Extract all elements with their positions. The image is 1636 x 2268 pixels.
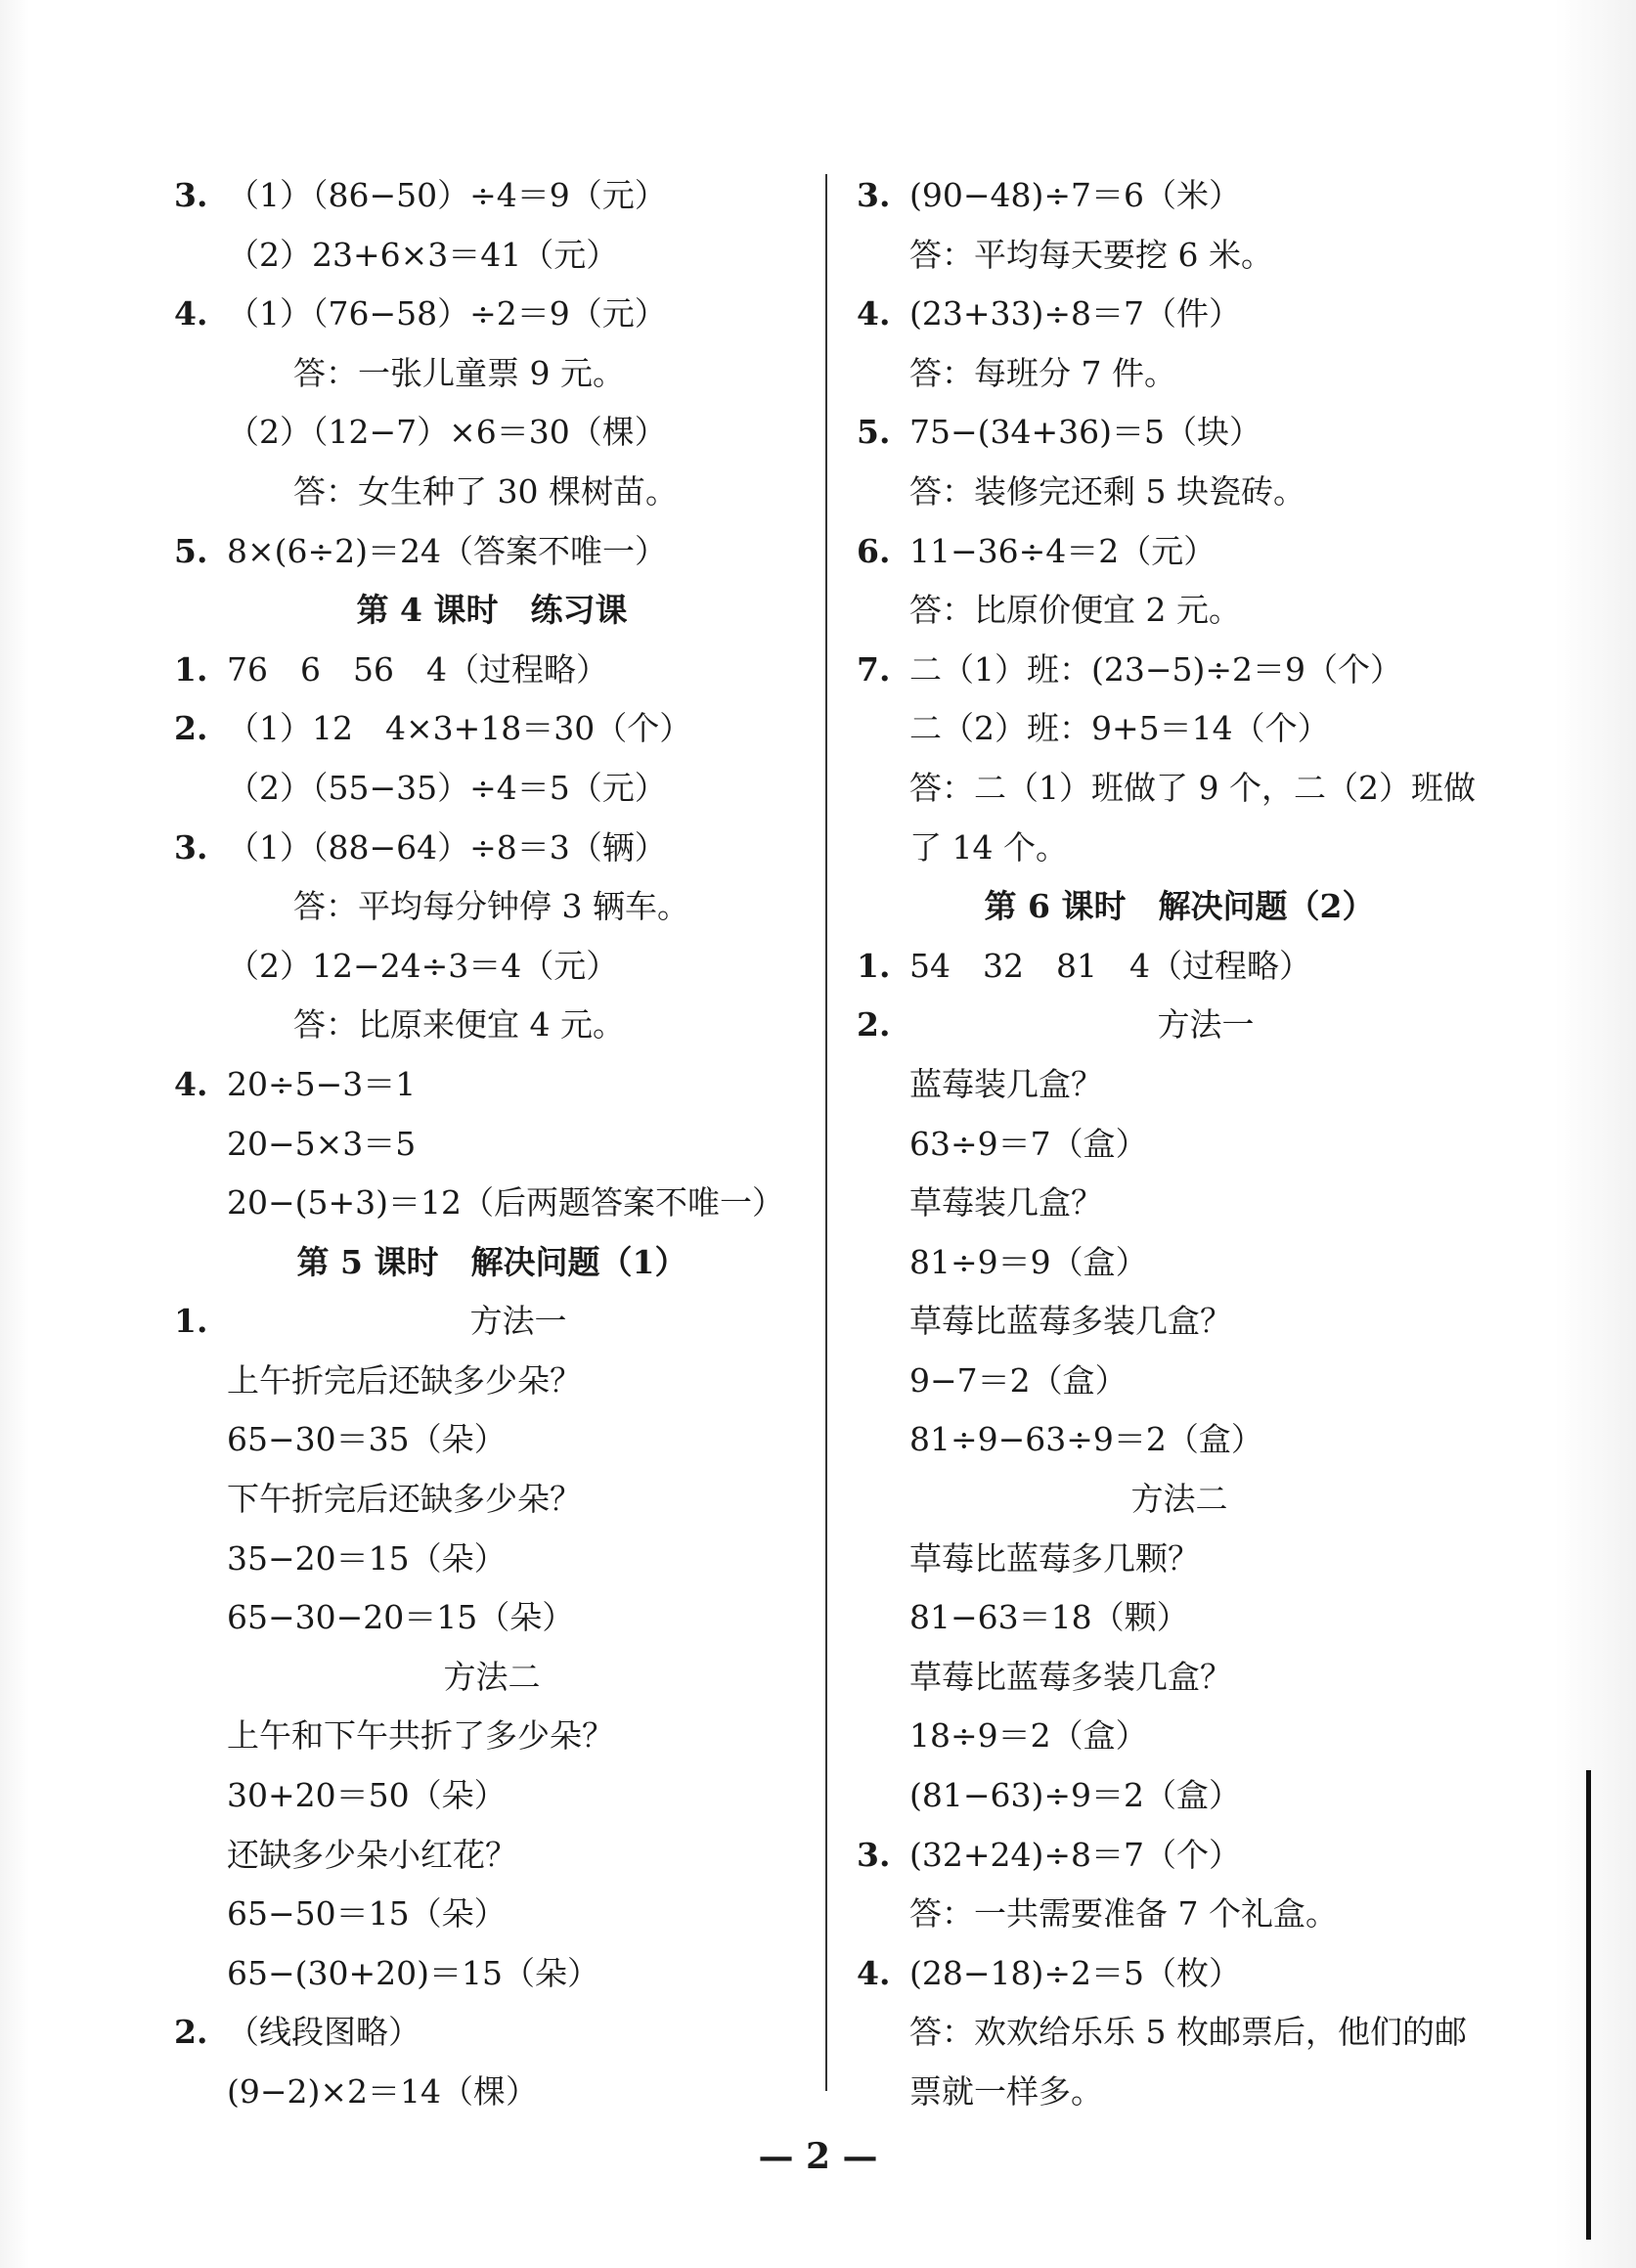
answer-text: 答：女生种了 30 棵树苗。 <box>293 471 678 511</box>
answer-line <box>857 166 1502 226</box>
answer-text: 草莓装几盒？ <box>909 1183 1103 1223</box>
answer-text: 下午折完后还缺多少朵？ <box>227 1480 582 1519</box>
answer-text: 还缺多少朵小红花？ <box>227 1835 517 1874</box>
answer-line <box>857 1707 1502 1766</box>
answer-text: 75−(34+36)＝5（块） <box>909 413 1262 452</box>
answer-line <box>857 1648 1502 1708</box>
answer-text: 65−(30+20)＝15（朵） <box>227 1953 600 1992</box>
answer-text: （2）23+6×3＝41（元） <box>227 235 619 274</box>
answer-text: 9−7＝2（盒） <box>909 1360 1128 1400</box>
answer-line <box>857 285 1502 344</box>
answer-line <box>857 2063 1502 2122</box>
answer-text: 答：一共需要准备 7 个礼盒。 <box>909 1894 1338 1934</box>
answer-text: 81÷9＝9（盒） <box>909 1242 1148 1281</box>
answer-line <box>857 937 1502 997</box>
answer-line <box>857 1115 1502 1175</box>
answer-text: (32+24)÷8＝7（个） <box>909 1835 1242 1874</box>
method-label: 方法二 <box>1130 1480 1228 1519</box>
answer-text: 65−50＝15（朵） <box>227 1894 507 1934</box>
answer-text: 65−30−20＝15（朵） <box>227 1598 575 1637</box>
answer-text: 11−36÷4＝2（元） <box>909 531 1216 570</box>
answer-text: 答：平均每天要挖 6 米。 <box>909 235 1273 274</box>
question-number: 3. <box>857 176 891 214</box>
answer-line <box>174 403 810 463</box>
answer-text: 蓝莓装几盒？ <box>909 1064 1103 1103</box>
method-label: 方法一 <box>469 1302 567 1341</box>
answer-text: 81−63＝18（颗） <box>909 1598 1189 1637</box>
answer-text: （2）（55−35）÷4＝5（元） <box>227 768 667 807</box>
answer-text: 草莓比蓝莓多装几盒？ <box>909 1657 1232 1696</box>
question-number: 2. <box>174 709 208 748</box>
question-number: 6. <box>857 531 891 570</box>
answer-line <box>857 1233 1502 1293</box>
answer-text: 76 6 56 4（过程略） <box>227 649 608 689</box>
answer-line <box>174 1707 810 1766</box>
answer-text: （线段图略） <box>227 2013 420 2052</box>
answer-text: 35−20＝15（朵） <box>227 1538 507 1578</box>
answer-line <box>174 1530 810 1589</box>
question-number: 4. <box>174 1064 208 1103</box>
answer-text: 答：每班分 7 件。 <box>909 353 1176 392</box>
section-heading <box>857 877 1502 937</box>
page-number: — 2 — <box>758 2136 878 2177</box>
answer-line <box>174 759 810 819</box>
answer-line <box>857 1588 1502 1648</box>
question-number: 5. <box>174 531 208 570</box>
answer-line <box>174 1470 810 1530</box>
method-label: 方法二 <box>443 1657 541 1696</box>
section-heading-text: 第 6 课时 解决问题（2） <box>984 887 1375 926</box>
answer-text: (81−63)÷9＝2（盒） <box>909 1776 1242 1815</box>
answer-line <box>857 759 1502 819</box>
answer-text: （2）（12−7）×6＝30（棵） <box>227 413 667 452</box>
answer-line <box>857 1410 1502 1470</box>
question-number: 3. <box>857 1835 891 1874</box>
answer-line <box>857 344 1502 404</box>
question-number: 5. <box>857 413 891 452</box>
answer-line <box>857 581 1502 641</box>
answer-line <box>857 1174 1502 1233</box>
section-heading <box>174 1233 810 1293</box>
answer-line <box>174 1410 810 1470</box>
answer-line <box>857 2003 1502 2063</box>
answer-text: 答：平均每分钟停 3 辆车。 <box>293 887 689 926</box>
answer-text: （1）（86−50）÷4＝9（元） <box>227 176 667 214</box>
question-number: 2. <box>857 1005 891 1045</box>
answer-text: （1）（88−64）÷8＝3（辆） <box>227 827 667 867</box>
answer-text: 了 14 个。 <box>909 827 1068 867</box>
answer-line <box>174 226 810 286</box>
question-number: 4. <box>857 1953 891 1992</box>
answer-line <box>174 1648 810 1708</box>
answer-text: 20−(5+3)＝12（后两题答案不唯一） <box>227 1183 785 1223</box>
answer-text: 63÷9＝7（盒） <box>909 1124 1148 1163</box>
answer-text: (90−48)÷7＝6（米） <box>909 176 1242 214</box>
question-number: 3. <box>174 827 208 867</box>
left-answer-column <box>174 166 810 2122</box>
answer-text: 30+20＝50（朵） <box>227 1776 507 1815</box>
answer-text: (9−2)×2＝14（棵） <box>227 2072 539 2111</box>
question-number: 1. <box>174 1302 208 1341</box>
answer-line <box>857 699 1502 759</box>
answer-line <box>174 996 810 1055</box>
answer-text: 答：二（1）班做了 9 个，二（2）班做 <box>909 768 1476 807</box>
method-label: 方法一 <box>1157 1005 1255 1045</box>
question-number: 4. <box>857 294 891 334</box>
answer-line <box>857 641 1502 700</box>
answer-line <box>174 463 810 522</box>
column-divider <box>825 174 827 2091</box>
answer-text: （1）（76−58）÷2＝9（元） <box>227 294 667 334</box>
answer-text: 20÷5−3＝1 <box>227 1064 417 1103</box>
answer-text: 二（2）班：9+5＝14（个） <box>909 709 1330 748</box>
answer-text: 上午折完后还缺多少朵？ <box>227 1360 582 1400</box>
answer-line <box>174 877 810 937</box>
answer-line <box>857 1055 1502 1115</box>
answer-text: 答：装修完还剩 5 块瓷砖。 <box>909 471 1305 511</box>
answer-text: （2）12−24÷3＝4（元） <box>227 946 619 985</box>
answer-line <box>174 1292 810 1352</box>
answer-text: 答：比原来便宜 4 元。 <box>293 1005 625 1045</box>
section-heading <box>174 581 810 641</box>
answer-line <box>174 819 810 878</box>
answer-text: 草莓比蓝莓多装几盒？ <box>909 1302 1232 1341</box>
section-heading-text: 第 5 课时 解决问题（1） <box>296 1242 687 1281</box>
answer-text: 答：比原价便宜 2 元。 <box>909 591 1241 630</box>
answer-line <box>857 996 1502 1055</box>
question-number: 3. <box>174 176 208 214</box>
answer-line <box>174 699 810 759</box>
answer-text: 答：欢欢给乐乐 5 枚邮票后，他们的邮 <box>909 2013 1467 2052</box>
answer-text: 8×(6÷2)＝24（答案不唯一） <box>227 531 668 570</box>
question-number: 1. <box>857 946 891 985</box>
answer-line <box>857 1944 1502 2004</box>
answer-text: 20−5×3＝5 <box>227 1124 417 1163</box>
answer-text: 81÷9−63÷9＝2（盒） <box>909 1420 1263 1459</box>
answer-line <box>174 166 810 226</box>
answer-line <box>174 1766 810 1826</box>
answer-line <box>857 403 1502 463</box>
answer-line <box>857 522 1502 582</box>
answer-line <box>174 937 810 997</box>
answer-line <box>174 1826 810 1886</box>
answer-line <box>857 1885 1502 1944</box>
answer-line <box>174 1055 810 1115</box>
answer-text: (28−18)÷2＝5（枚） <box>909 1953 1242 1992</box>
answer-line <box>174 2063 810 2122</box>
answer-line <box>174 285 810 344</box>
answer-line <box>174 1944 810 2004</box>
answer-line <box>174 1174 810 1233</box>
answer-line <box>174 522 810 582</box>
answer-line <box>857 1352 1502 1411</box>
answer-text: 上午和下午共折了多少朵？ <box>227 1716 614 1756</box>
section-heading-text: 第 4 课时 练习课 <box>356 591 628 630</box>
answer-line <box>857 1826 1502 1886</box>
answer-line <box>174 1588 810 1648</box>
answer-line <box>857 1292 1502 1352</box>
answer-text: (23+33)÷8＝7（件） <box>909 294 1242 334</box>
answer-line <box>174 1885 810 1944</box>
question-number: 1. <box>174 649 208 689</box>
answer-text: 65−30＝35（朵） <box>227 1420 507 1459</box>
answer-text: 54 32 81 4（过程略） <box>909 946 1311 985</box>
answer-text: 二（1）班：(23−5)÷2＝9（个） <box>909 649 1403 689</box>
question-number: 2. <box>174 2013 208 2052</box>
answer-line <box>857 1470 1502 1530</box>
question-number: 4. <box>174 294 208 334</box>
answer-line <box>174 344 810 404</box>
answer-text: 票就一样多。 <box>909 2072 1103 2111</box>
answer-line <box>174 2003 810 2063</box>
answer-line <box>174 1115 810 1175</box>
answer-text: （1）12 4×3+18＝30（个） <box>227 709 692 748</box>
answer-line <box>857 819 1502 878</box>
answer-line <box>857 226 1502 286</box>
answer-line <box>174 1352 810 1411</box>
right-answer-column <box>857 166 1502 2122</box>
answer-text: 答：一张儿童票 9 元。 <box>293 353 625 392</box>
answer-line <box>174 641 810 700</box>
answer-text: 草莓比蓝莓多几颗？ <box>909 1538 1200 1578</box>
question-number: 7. <box>857 649 891 689</box>
answer-line <box>857 463 1502 522</box>
answer-line <box>857 1766 1502 1826</box>
answer-text: 18÷9＝2（盒） <box>909 1716 1148 1756</box>
answer-line <box>857 1530 1502 1589</box>
